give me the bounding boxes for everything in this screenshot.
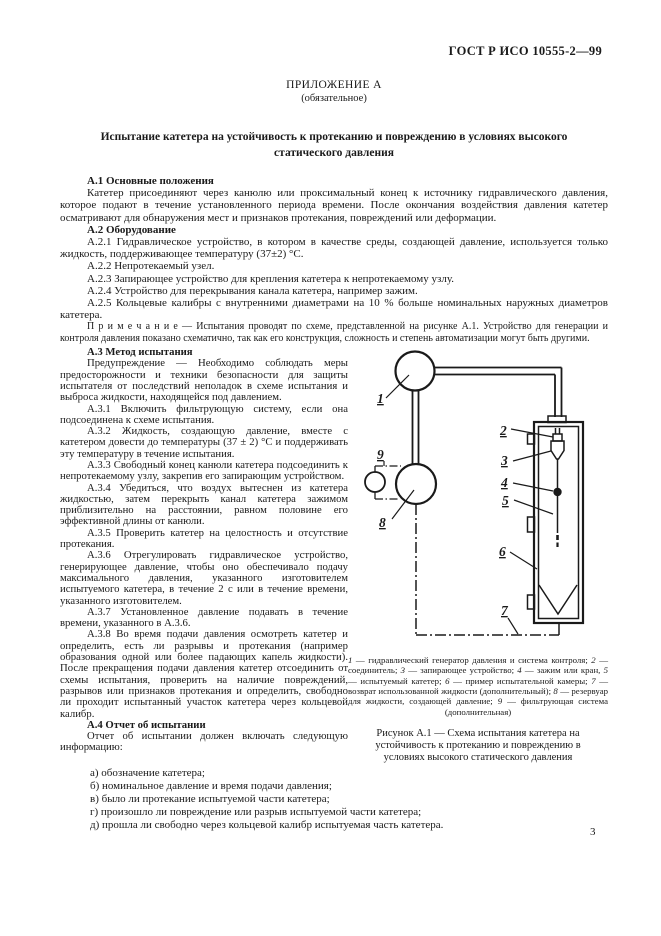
callout-2: 2 bbox=[500, 423, 507, 439]
callout-5: 5 bbox=[502, 493, 509, 509]
return-line bbox=[416, 504, 559, 635]
callout-1: 1 bbox=[377, 391, 384, 407]
standard-reference: ГОСТ Р ИСО 10555-2—99 bbox=[448, 44, 602, 58]
legend-item: 9 — фильтрующая система (дополнительная) bbox=[444, 696, 608, 717]
section-a3-item: А.3.1 Включить фильтрующую систему, если она подсоединена к схеме испытания. bbox=[60, 402, 348, 426]
section-a3-item: А.3.6 Отрегулировать гидравлическое устройство, генерирующее давление, чтобы оно обеспечивало подачу максимального давления, указанного изготовителем испытуемого катетера, в течение 2 с или в течение времени, указанного изготовителем. bbox=[60, 549, 348, 607]
pipe-elbow-down bbox=[555, 368, 562, 418]
appendix-block bbox=[60, 79, 608, 105]
section-a2-item: А.2.1 Гидравлическое устройство, в котором в качестве среды, создающей давление, используется только жидкость, поддерживающее температуру (37±2) °С. bbox=[60, 236, 608, 261]
leader-line bbox=[511, 429, 553, 437]
report-item: в) было ли протекание испытуемой части катетера; bbox=[90, 792, 330, 805]
leader-line bbox=[392, 490, 414, 519]
legend-item: 5 — испытуемый катетер; bbox=[348, 665, 608, 686]
pipe-horizontal bbox=[434, 368, 562, 375]
callout-8: 8 bbox=[379, 515, 386, 531]
leader-line bbox=[513, 451, 551, 461]
legend-item: 2 — соединитель; bbox=[348, 655, 608, 676]
page-content bbox=[60, 44, 608, 832]
pressure-generator-circle bbox=[396, 352, 435, 391]
report-item: д) прошла ли свободно через кольцевой калибр испытуемая часть катетера. bbox=[90, 818, 444, 831]
legend-item: 4 — зажим или кран, bbox=[517, 665, 601, 676]
section-a1-paragraph: Катетер присоединяют через канюлю или проксимальный конец к источнику гидравлического давления, которое подают в течение установленного периода времени. После окончания воздействия давления катетер осматривают для обнаружения мест и признаков протекания, повреждений или деформации. bbox=[60, 187, 608, 224]
callout-7: 7 bbox=[501, 603, 508, 619]
document-title: Испытание катетера на устойчивость к протеканию и повреждению в условиях высокого статического давления bbox=[100, 131, 568, 159]
report-item: б) номинальное давление и время подачи давления; bbox=[90, 779, 332, 792]
chamber-outer-wall bbox=[534, 422, 583, 623]
section-a3-item: А.3.2 Жидкость, создающую давление, вместе с катетером довести до температуры (37 ± 2) °С и поддерживать эту температуру в течение испытания. bbox=[60, 425, 348, 460]
left-text-column bbox=[60, 347, 348, 765]
legend-item: 8 — резервуар для жидкости, создающей давление; bbox=[348, 685, 608, 707]
section-a3-heading: А.3 Метод испытания bbox=[87, 346, 193, 359]
section-a2-heading: А.2 Оборудование bbox=[87, 223, 176, 236]
reservoir-circle bbox=[396, 464, 436, 504]
legend-item: 1 — гидравлический генератор давления и система контроля; bbox=[348, 655, 588, 666]
appendix-label: ПРИЛОЖЕНИЕ А bbox=[286, 79, 382, 91]
chamber-funnel bbox=[539, 585, 577, 614]
report-items-list bbox=[60, 767, 608, 832]
section-a1 bbox=[60, 175, 608, 344]
clamp-dot bbox=[553, 488, 561, 496]
callout-3: 3 bbox=[501, 453, 508, 469]
locking-device bbox=[551, 441, 564, 459]
callout-9: 9 bbox=[377, 447, 384, 463]
figure-caption: Рисунок А.1 — Схема испытания катетера на устойчивость к протеканию и повреждению в условиях высокого статического давления bbox=[375, 727, 581, 764]
report-item: а) обозначение катетера; bbox=[90, 766, 205, 779]
test-setup-diagram bbox=[348, 347, 608, 653]
legend-item: 7 — возврат использованной жидкости (дополнительный); bbox=[348, 675, 609, 696]
section-a3-item: А.3.5 Проверить катетер на целостность и отсутствие протекания. bbox=[60, 526, 348, 551]
figure-legend bbox=[348, 655, 608, 717]
note-paragraph: П р и м е ч а н и е — Испытания проводят по схеме, представленной на рисунке А.1. Устройство для генерации и контроля давления показано схематично, так как его конструкция, сложность и степень автоматизации могут быть другими. bbox=[60, 321, 608, 344]
pipe-into-chamber bbox=[556, 428, 560, 434]
warning-paragraph: Предупреждение — Необходимо соблюдать меры предосторожности и техники безопасности для защиты испытателя от последствий неполадок в схеме испытания и выброса жидкости, находящейся под давлением. bbox=[60, 357, 348, 404]
section-a3-item: А.3.4 Убедиться, что воздух вытеснен из катетера жидкостью, затем перекрыть канал катетера зажимом приблизительно на расстоянии, равном половине его эффективной длины от канюли. bbox=[60, 481, 348, 528]
pipe-generator-reservoir bbox=[413, 390, 419, 465]
page-number: 3 bbox=[590, 826, 596, 838]
section-a4-heading: А.4 Отчет об испытании bbox=[87, 718, 206, 731]
section-a2-item: А.2.3 Запирающее устройство для крепления катетера к непротекаемому узлу. bbox=[87, 272, 455, 285]
two-column-area bbox=[60, 347, 608, 765]
report-item: г) произошло ли повреждение или разрыв испытуемой части катетера; bbox=[90, 805, 422, 818]
section-a3-item: А.3.8 Во время подачи давления осмотреть катетер и определить, есть ли разрывы и протекания (например образования одной или более падающих капель жидкости). После прекращения подачи давления катетер отсоединить от схемы испытания, проверить на наличие повреждений, разрывов или признаков протекания и определить, свободно ли проходит испытанный участок катетера через кольцевой калибр. bbox=[60, 628, 348, 720]
connector bbox=[553, 434, 562, 441]
callout-6: 6 bbox=[499, 544, 506, 560]
figure-column bbox=[348, 347, 608, 765]
callout-4: 4 bbox=[501, 475, 508, 491]
report-intro: Отчет об испытании должен включать следующую информацию: bbox=[60, 730, 348, 754]
section-a3-item: А.3.3 Свободный конец канюли катетера подсоединить к непротекаемому узлу, закрепив его запирающим устройством. bbox=[60, 459, 348, 483]
legend-item: 6 — пример испытательной камеры; bbox=[445, 675, 588, 686]
chamber-inner-wall bbox=[539, 427, 579, 619]
section-a1-heading: А.1 Основные положения bbox=[87, 175, 214, 187]
leader-line bbox=[508, 618, 518, 634]
section-a3-item: А.3.7 Установленное давление подавать в течение времени, указанного в А.3.6. bbox=[60, 605, 348, 630]
section-a2-item: А.2.5 Кольцевые калибры с внутренними диаметрами на 10 % больше номинальных наружных диаметров катетера. bbox=[60, 297, 608, 322]
section-a2-item: А.2.2 Непротекаемый узел. bbox=[87, 260, 215, 273]
legend-item: 3 — запирающее устройство; bbox=[400, 665, 515, 676]
filter-circle bbox=[365, 472, 385, 492]
appendix-status: (обязательное) bbox=[301, 93, 367, 104]
section-a2-item: А.2.4 Устройство для перекрывания канала катетера, например зажим. bbox=[87, 284, 418, 297]
